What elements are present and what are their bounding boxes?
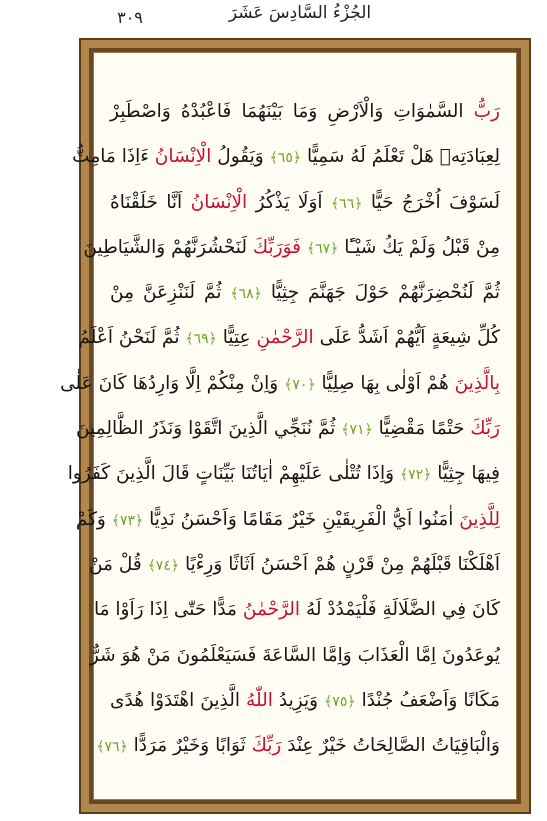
word: ثُمَّ <box>482 282 500 304</box>
word-space <box>299 282 308 303</box>
word: حَيًّا <box>370 191 394 213</box>
verse-line-10 <box>75 497 500 542</box>
word: وَالْبَاقِيَاتُ <box>431 735 500 757</box>
word: فَسَيَعْلَمُونَ <box>176 644 257 666</box>
verse-line-9 <box>67 451 500 496</box>
word: لَهُ <box>305 599 322 621</box>
word: كُلِّ <box>477 327 500 349</box>
word: الْعَذَابَ <box>357 644 410 666</box>
mushaf-page <box>60 52 517 800</box>
highlighted-word: الْاِنْسَانُ <box>190 191 248 213</box>
juz-title: الجُزْءُ السَّادِسَ عَشَرَ <box>228 3 372 23</box>
verse-line-12 <box>93 587 500 632</box>
highlighted-word: رَبُّ <box>473 101 500 122</box>
word: جَهَنَّمَ <box>308 282 346 304</box>
word: قُلْ <box>118 553 142 575</box>
verse-line-15 <box>96 723 500 768</box>
word: هُمْ <box>313 553 336 575</box>
highlighted-word: لِلَّذِينَ <box>459 508 500 530</box>
word: وَاِنْ <box>250 372 279 394</box>
word: اَوْلٰى <box>385 372 421 394</box>
word-space <box>394 192 402 213</box>
word: عَلٰى <box>60 372 93 394</box>
word: اَيُّهُمْ <box>394 327 426 349</box>
word: هُدًى <box>110 689 144 711</box>
word: اٰمَنُوا <box>418 508 454 530</box>
word: يَكُ <box>382 236 403 258</box>
word: اَثَاثًا <box>228 553 255 575</box>
word: وَيَزِيدُ <box>278 689 319 711</box>
word: وَالشَّيَاطِينَ <box>83 236 166 258</box>
word-space <box>317 101 327 122</box>
word: نُنَجِّي <box>273 418 313 440</box>
word: وَاِذَا <box>366 463 395 485</box>
word: خَلَقْنَاهُ <box>110 191 158 213</box>
word: مَقَامًا <box>242 508 284 530</box>
word: كَانَ <box>471 599 500 621</box>
word: شِيعَةٍ <box>431 327 472 349</box>
word: لَنَنْزِعَنَّ <box>142 282 196 304</box>
verse-text-block <box>60 89 500 768</box>
word: اِلَّا <box>185 372 201 394</box>
word: فَلْيَمْدُدْ <box>327 599 377 621</box>
word: بِهَا <box>360 372 380 394</box>
word: ثَوَابًا <box>215 735 246 757</box>
verse-end-marker: ﴿٧٠﴾ <box>284 376 316 393</box>
word: السَّمٰوَاتِ <box>393 101 464 122</box>
highlighted-word: اللّٰهُ <box>246 689 273 711</box>
word: بَيْنَهُمَا <box>241 101 283 122</box>
verse-end-marker: ﴿٦٥﴾ <box>269 150 302 167</box>
word: مَنْ <box>146 644 171 666</box>
word: يَذْكُرُ <box>255 191 290 213</box>
word-space <box>362 192 370 213</box>
word: وَيَقُولُ <box>217 146 264 168</box>
word: فِي <box>441 599 467 621</box>
word: وَلَمْ <box>408 236 436 258</box>
word: رَاَوْا <box>115 599 144 621</box>
word: لَنَحْنُ <box>118 327 157 349</box>
verse-line-3 <box>110 180 500 225</box>
verse-end-marker: ﴿٦٧﴾ <box>306 240 339 257</box>
highlighted-word: بِالَّذِينَ <box>454 372 500 394</box>
page-header <box>0 0 547 36</box>
verse-end-marker: ﴿٦٩﴾ <box>185 331 217 348</box>
verse-line-5 <box>110 270 500 315</box>
word: جِثِيًّا <box>270 282 300 304</box>
word: شَيْـًٔا <box>344 236 377 258</box>
word: هُمْ <box>426 372 449 394</box>
word: ءَاِذَا <box>121 146 149 168</box>
word: كَفَرُوا <box>67 463 111 485</box>
word: حَتّٰى <box>173 599 207 621</box>
word: الْفَرِيقَيْنِ <box>322 508 387 530</box>
word: مَا <box>93 599 110 621</box>
word: اِمَّا <box>415 644 437 666</box>
verse-end-marker: ﴿٧٣﴾ <box>111 512 144 529</box>
word: لَهُ <box>350 146 366 168</box>
verse-end-marker: ﴿٧٦﴾ <box>96 739 128 756</box>
word: خَيْرٌ <box>289 508 317 530</box>
word: اَعْلَمُ <box>78 327 114 349</box>
word: السَّاعَةَ <box>262 644 317 666</box>
word-space <box>195 282 204 303</box>
verse-end-marker: ﴿٦٨﴾ <box>230 286 262 303</box>
word-space <box>474 282 483 303</box>
verse-end-marker: ﴿٦٦﴾ <box>330 195 363 212</box>
word-space <box>383 101 393 122</box>
word: وَنَذَرُ <box>149 418 183 440</box>
verse-end-marker: ﴿٧١﴾ <box>341 422 373 439</box>
word-space <box>283 101 293 122</box>
word: وَالْاَرْضِ <box>327 101 384 122</box>
word-space <box>158 192 166 213</box>
word-space <box>262 282 271 303</box>
word: جِثِيًّا <box>437 463 466 485</box>
verse-end-marker: ﴿٧٤﴾ <box>147 557 180 574</box>
verse-end-marker: ﴿٧٥﴾ <box>324 693 356 710</box>
word-space <box>290 192 298 213</box>
word: تُتْلٰى <box>328 463 361 485</box>
highlighted-word: الْاِنْسَانُ <box>154 146 212 168</box>
word: عَلَى <box>319 327 353 349</box>
word: مَكَانًا <box>463 689 500 711</box>
frame-inner-border <box>60 48 521 804</box>
word: مَنْ <box>88 553 113 575</box>
word: مَقْضِيًّا <box>378 418 426 440</box>
word: لَسَوْفَ <box>449 191 500 213</box>
word: عِتِيًّا <box>222 327 251 349</box>
word: عِنْدَ <box>287 735 314 757</box>
word: لَنَحْشُرَنَّهُمْ <box>171 236 248 258</box>
verse-line-7 <box>60 361 500 406</box>
word: مِنْكُمْ <box>206 372 245 394</box>
word: مِنْ <box>476 236 500 258</box>
word: فِيهَا <box>471 463 500 485</box>
word: شَرٌّ <box>89 644 116 666</box>
word-space <box>389 282 398 303</box>
word: عَلَيْهِمْ <box>278 463 323 485</box>
word-space <box>464 101 474 122</box>
highlighted-word: فَوَرَبِّكَ <box>252 236 301 258</box>
word: فَاعْبُدْهُ <box>180 101 232 122</box>
highlighted-word: الرَّحْمٰنِ <box>256 327 314 349</box>
word: الَّذِينَ <box>116 463 156 485</box>
word: تَعْلَمُ <box>371 146 405 168</box>
verse-line-11 <box>88 542 500 587</box>
word-space <box>247 192 255 213</box>
word: قَبْلُ <box>441 236 471 258</box>
word: ثُمَّ <box>317 418 336 440</box>
verse-line-13 <box>89 633 500 678</box>
word: وَاصْطَبِرْ <box>110 101 171 122</box>
word: الظَّالِمِينَ <box>75 418 144 440</box>
word: لِعِبَادَتِهٖ <box>439 146 500 168</box>
word: يُوعَدُونَ <box>442 644 500 666</box>
word: لَنُحْضِرَنَّهُمْ <box>398 282 474 304</box>
word: اَيُّ <box>392 508 413 530</box>
highlighted-word: الرَّحْمٰنُ <box>242 599 301 621</box>
word: هُوَ <box>121 644 141 666</box>
word: وَاَحْسَنُ <box>180 508 237 530</box>
word: الَّذِينَ <box>200 689 241 711</box>
verse-line-6 <box>78 315 500 360</box>
verse-end-marker: ﴿٧٢﴾ <box>399 467 432 484</box>
word: اٰيَاتُنَا <box>240 463 274 485</box>
word: خَيْرٌ <box>319 735 347 757</box>
word: اَنَّا <box>166 191 183 213</box>
word-space <box>171 101 181 122</box>
word-space <box>231 101 241 122</box>
word: سَمِيًّا <box>306 146 345 168</box>
word: قَرْنٍ <box>341 553 375 575</box>
word: قَبْلَهُمْ <box>410 553 452 575</box>
word: جُنْدًا <box>361 689 394 711</box>
word-space <box>182 192 190 213</box>
word: اَشَدُّ <box>358 327 389 349</box>
word: ثُمَّ <box>162 327 180 349</box>
word-space <box>134 282 143 303</box>
word: مِنْ <box>110 282 134 304</box>
word: صِلِيًّا <box>321 372 355 394</box>
verse-line-4 <box>83 225 500 270</box>
word: ثُمَّ <box>204 282 222 304</box>
word: هَلْ <box>410 146 434 168</box>
word: كَانَ <box>98 372 127 394</box>
word: حَوْلَ <box>354 282 390 304</box>
word-space <box>441 192 449 213</box>
word: نَدِيًّا <box>149 508 175 530</box>
word: اُخْرَجُ <box>401 191 441 213</box>
word: وَخَيْرٌ <box>173 735 210 757</box>
page-number: ٣٠٩ <box>117 8 143 27</box>
verse-line-8 <box>75 406 500 451</box>
word: وَرِءْيًا <box>184 553 223 575</box>
word: بَيِّنَاتٍ <box>195 463 235 485</box>
word: وَمَا <box>292 101 318 122</box>
highlighted-word: رَبِّكَ <box>470 418 500 440</box>
verse-line-1 <box>110 89 500 134</box>
word: الَّذِينَ <box>228 418 269 440</box>
word: اَحْسَنُ <box>260 553 308 575</box>
word: اهْتَدَوْا <box>149 689 195 711</box>
word: مَدًّا <box>212 599 237 621</box>
word: الصَّالِحَاتُ <box>352 735 426 757</box>
word: الضَّلَالَةِ <box>382 599 436 621</box>
word: اِذَا <box>149 599 168 621</box>
word: مَامِتُّ <box>72 146 116 168</box>
verse-line-14 <box>110 678 500 723</box>
highlighted-word: رَبِّكَ <box>251 735 282 757</box>
word-space <box>323 192 331 213</box>
word: قَالَ <box>161 463 190 485</box>
word: وَكَمْ <box>75 508 106 530</box>
word-space <box>346 282 355 303</box>
word: اتَّقَوْا <box>188 418 223 440</box>
verse-line-2 <box>72 134 500 179</box>
word: حَتْمًا <box>431 418 465 440</box>
word: مِنْ <box>380 553 405 575</box>
word: اَوَلَا <box>297 191 323 213</box>
word: مَرَدًّا <box>133 735 168 757</box>
word: وَاَضْعَفُ <box>399 689 458 711</box>
page-frame <box>60 38 531 814</box>
word: وَاِمَّا <box>322 644 352 666</box>
word: وَارِدُهَا <box>132 372 180 394</box>
word: اَهْلَكْنَا <box>457 553 500 575</box>
